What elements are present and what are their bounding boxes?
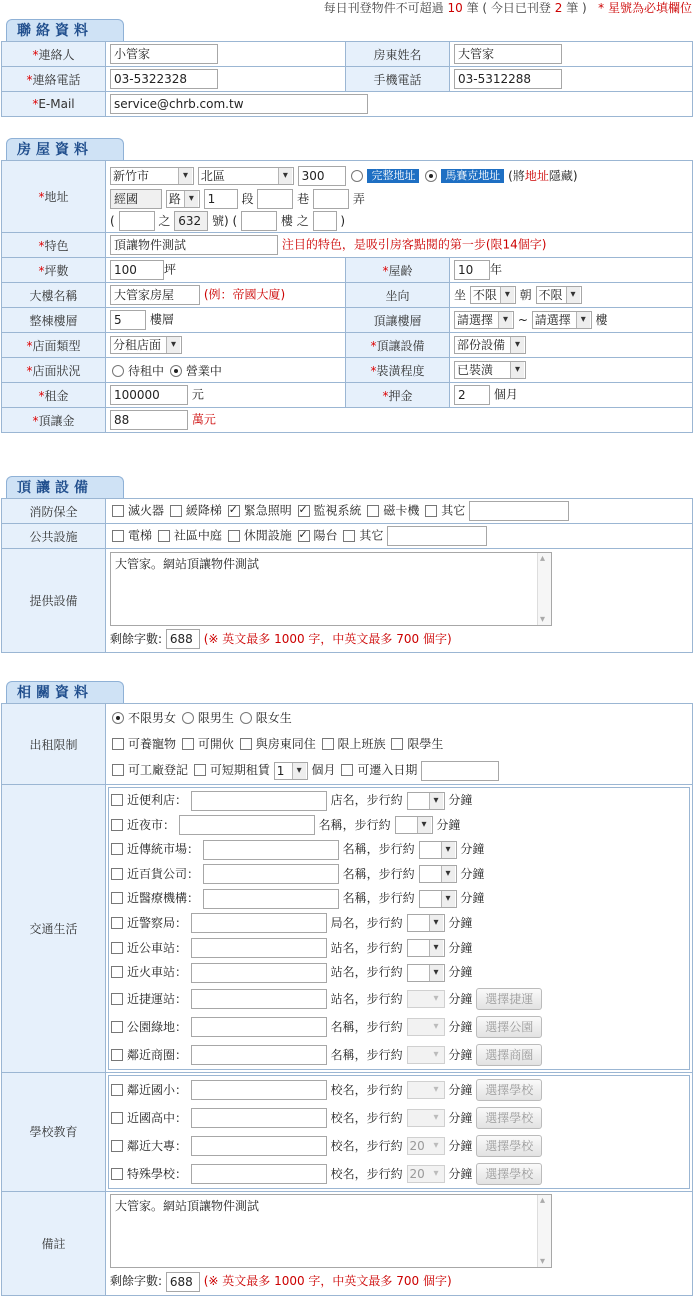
cooking-checkbox[interactable] xyxy=(182,738,194,750)
equip-select[interactable]: 部份設備 ▾ xyxy=(454,336,526,354)
school-item: 鄰近國小： 校名，步行約 ▾ 分鐘 選擇學校 xyxy=(109,1076,689,1104)
full-address-badge: 完整地址 xyxy=(367,169,419,183)
traffic-label: 交通生活 xyxy=(2,785,106,1073)
transfer-fee-input[interactable]: 88 xyxy=(110,410,188,430)
select-shopping-area-button[interactable]: 選擇商圈 xyxy=(476,1044,542,1066)
bus-checkbox[interactable] xyxy=(111,942,123,954)
gender-male-radio[interactable] xyxy=(182,712,194,724)
mobile-input[interactable]: 03-5312288 xyxy=(454,69,562,89)
traffic-item: 近醫療機構： 名稱，步行約 ▾ 分鐘 xyxy=(109,886,689,911)
select-park-button[interactable]: 選擇公園 xyxy=(476,1016,542,1038)
college-minutes-select[interactable]: 20 ▾ xyxy=(407,1137,445,1155)
department-store-minutes-select[interactable] xyxy=(419,865,457,883)
train-minutes-select[interactable] xyxy=(407,964,445,982)
transfer-fee-label: *頂讓金 xyxy=(2,408,106,433)
area-input[interactable]: 100 xyxy=(110,260,164,280)
traffic-item: 近百貨公司： 名稱，步行約 ▾ 分鐘 xyxy=(109,862,689,887)
park-minutes-select[interactable] xyxy=(407,1018,445,1036)
park-input[interactable] xyxy=(191,1017,327,1037)
school-item: 特殊學校： 校名，步行約 20 ▾ 分鐘 選擇學校 xyxy=(109,1160,689,1188)
transfer-floor-from-select[interactable]: 請選擇 ▾ xyxy=(454,311,514,329)
special-school-checkbox[interactable] xyxy=(111,1168,123,1180)
road-type-select[interactable]: 路 ▾ xyxy=(166,190,200,208)
provide-label: 提供設備 xyxy=(2,549,106,653)
feature-hint: 注目的特色，是吸引房客點閱的第一步(限14個字) xyxy=(281,237,547,252)
medical-minutes-select[interactable] xyxy=(419,890,457,908)
road-input[interactable]: 經國 xyxy=(110,189,162,209)
near-store-input[interactable] xyxy=(191,791,327,811)
public-other-checkbox[interactable] xyxy=(343,530,355,542)
police-minutes-select[interactable] xyxy=(407,914,445,932)
shop-type-select[interactable]: 分租店面 ▾ xyxy=(110,336,182,354)
mrt-minutes-select[interactable] xyxy=(407,990,445,1008)
bus-minutes-select[interactable] xyxy=(407,939,445,957)
status-rent-radio[interactable] xyxy=(112,365,124,377)
status-open-radio[interactable] xyxy=(170,365,182,377)
school-label: 學校教育 xyxy=(2,1072,106,1191)
address-label: *地址 xyxy=(2,161,106,233)
alley-input[interactable] xyxy=(313,189,349,209)
shopping-area-checkbox[interactable] xyxy=(111,1049,123,1061)
number-main-input[interactable] xyxy=(119,211,155,231)
night-market-minutes-select[interactable] xyxy=(395,816,433,834)
night-market-checkbox[interactable] xyxy=(111,819,123,831)
rent-label: *租金 xyxy=(2,383,106,408)
college-checkbox[interactable] xyxy=(111,1140,123,1152)
floor-input[interactable] xyxy=(241,211,277,231)
select-school-button[interactable]: 選擇學校 xyxy=(476,1163,542,1185)
transfer-floor-label: 頂讓樓層 xyxy=(346,308,450,333)
full-address-radio[interactable] xyxy=(351,170,363,182)
section-input[interactable]: 1 xyxy=(204,189,238,209)
mrt-checkbox[interactable] xyxy=(111,993,123,1005)
zip-input[interactable]: 300 xyxy=(298,166,346,186)
high-school-input[interactable] xyxy=(191,1108,327,1128)
house-table: *地址 新竹市 ▾ 北區 ▾ 300 完整地址 馬賽克地址 (將地址隱藏) 經國 路 ▾ 1 段 巷 弄 ( 之 632 號) ( 樓 之 ) *特色 頂讓物件測試 注目的特色，是吸引房客點閱的第一步(限14個字) *坪數 100 坪 *屋齡 10 年 大樓名稱 大管家房屋 (例：帝國大廈) 坐向 坐 不限 ▾ 朝 不限 ▾ 整棟樓層 5 樓層 頂讓樓層 請選擇 ▾ ~ 請選擇 ▾ 樓 *店面類型 分租店面 ▾ *頂讓設備 部份設備 ▾ *店面狀況 待租中 營業中 *裝潢程度 已裝潢 ▾ *租金 100000 元 *押金 2 個月 *頂讓金 88 萬元 xyxy=(1,160,693,433)
pets-checkbox[interactable] xyxy=(112,738,124,750)
equip-label: *頂讓設備 xyxy=(346,333,450,358)
traffic-item: 公園綠地： 名稱，步行約 ▾ 分鐘 選擇公園 xyxy=(109,1013,689,1041)
escape-slide-checkbox[interactable] xyxy=(170,505,182,517)
school-list xyxy=(108,1075,690,1189)
equipment-table: 消防保全 滅火器 緩降梯 ✓ 緊急照明 ✓ 監視系統 磁卡機 其它 公共設施 電梯 社區中庭 休閒設施 ✓ 陽台 其它 提供設備 大管家。網站頂讓物件測試 ▴ ▾ 剩餘字數: 688 (※ 英文最多 1000 字，中英文最多 700 個字) xyxy=(1,498,693,653)
landlord-label: 房東姓名 xyxy=(346,42,450,67)
contact-table xyxy=(1,41,693,117)
short-term-select[interactable]: 1 ▾ xyxy=(274,762,308,780)
night-market-input[interactable] xyxy=(179,815,315,835)
bus-input[interactable] xyxy=(191,938,327,958)
email-label: *E-Mail xyxy=(2,92,106,117)
fire-label: 消防保全 xyxy=(2,499,106,524)
move-in-checkbox[interactable] xyxy=(341,764,353,776)
shop-status-label: *店面狀況 xyxy=(2,358,106,383)
floors-input[interactable]: 5 xyxy=(110,310,146,330)
decor-select[interactable]: 已裝潢 ▾ xyxy=(454,361,526,379)
train-checkbox[interactable] xyxy=(111,966,123,978)
short-term-checkbox[interactable] xyxy=(194,764,206,776)
high-school-checkbox[interactable] xyxy=(111,1112,123,1124)
transfer-floor-to-select[interactable]: 請選擇 ▾ xyxy=(532,311,592,329)
provide-remain-count: 688 xyxy=(166,629,200,649)
deposit-input[interactable]: 2 xyxy=(454,385,490,405)
select-school-button[interactable]: 選擇學校 xyxy=(476,1107,542,1129)
public-label: 公共設施 xyxy=(2,524,106,549)
textarea-scrollbar[interactable] xyxy=(537,553,551,625)
floors-label: 整棟樓層 xyxy=(2,308,106,333)
related-table: 出租限制 不限男女 限男生 限女生 可養寵物 可開伙 與房東同住 限上班族 限學生 可工廠登記 可短期租賃 1 ▾ 個月 可遷入日期 交通生活 近便利店： 店名，步行約 ▾ 分鐘 近夜市： 名稱，步行約 ▾ 分鐘 近傳統市場： 名稱，步行約 ▾ 分鐘 近百貨公司： 名稱，步行約 ▾ 分鐘 近醫療機構： 名稱，步行約 ▾ 分鐘 近警察局： 局名，步行約 ▾ 分鐘 近公車站： 站名，步行約 ▾ 分鐘 近火車站： 站名，步行約 ▾ 分鐘 近捷運站： 站名，步行約 ▾ 分鐘 選擇捷運 公園綠地： 名稱，步行約 ▾ 分鐘 選擇公園 鄰近商圈： 名稱，步行約 ▾ 分鐘 選擇商圈 學校教育 鄰近國小： 校名，步行約 ▾ 分鐘 選擇學校 近國高中： 校名，步行約 ▾ 分鐘 選擇學校 鄰近大專： 校名，步行約 20 ▾ 分鐘 選擇學校 特殊學校： 校名，步行約 20 ▾ 分鐘 選擇學校 備註 大管家。網站頂讓物件測試 ▴ ▾ 剩餘字數: 688 (※ 英文最多 1000 字，中英文最多 700 個字) xyxy=(1,703,693,1296)
fire-other-checkbox[interactable] xyxy=(425,505,437,517)
traffic-list xyxy=(108,787,690,1070)
age-label: *屋齡 xyxy=(346,258,450,283)
feature-input[interactable]: 頂讓物件測試 xyxy=(110,235,278,255)
facing-label: 坐向 xyxy=(346,283,450,308)
traffic-item: 近公車站： 站名，步行約 ▾ 分鐘 xyxy=(109,936,689,961)
leisure-checkbox[interactable] xyxy=(228,530,240,542)
memo-label: 備註 xyxy=(2,1191,106,1295)
traffic-item: 近傳統市場： 名稱，步行約 ▾ 分鐘 xyxy=(109,837,689,862)
landlord-name-input[interactable]: 大管家 xyxy=(454,44,562,64)
mosaic-address-radio[interactable] xyxy=(425,170,437,182)
floor-sub-input[interactable] xyxy=(313,211,337,231)
students-only-checkbox[interactable] xyxy=(391,738,403,750)
section-title-related: 相關資料 xyxy=(6,681,124,703)
market-input[interactable] xyxy=(203,840,339,860)
textarea-scrollbar[interactable] xyxy=(537,1195,551,1267)
with-landlord-checkbox[interactable] xyxy=(240,738,252,750)
select-school-button[interactable]: 選擇學校 xyxy=(476,1079,542,1101)
mobile-label: 手機電話 xyxy=(346,67,450,92)
shopping-area-minutes-select[interactable] xyxy=(407,1046,445,1064)
fire-extinguisher-checkbox[interactable] xyxy=(112,505,124,517)
section-title-equipment: 頂讓設備 xyxy=(6,476,124,498)
school-item: 近國高中： 校名，步行約 ▾ 分鐘 選擇學校 xyxy=(109,1104,689,1132)
feature-label: *特色 xyxy=(2,233,106,258)
special-school-input[interactable] xyxy=(191,1164,327,1184)
elementary-minutes-select[interactable] xyxy=(407,1081,445,1099)
gender-any-radio[interactable] xyxy=(112,712,124,724)
restrict-label: 出租限制 xyxy=(2,704,106,785)
select-school-button[interactable]: 選擇學校 xyxy=(476,1135,542,1157)
contact-name-input[interactable]: 小管家 xyxy=(110,44,218,64)
cctv-checkbox[interactable] xyxy=(298,505,310,517)
college-input[interactable] xyxy=(191,1136,327,1156)
factory-checkbox[interactable] xyxy=(112,764,124,776)
elevator-checkbox[interactable] xyxy=(112,530,124,542)
section-title-house: 房屋資料 xyxy=(6,138,124,160)
department-store-checkbox[interactable] xyxy=(111,868,123,880)
emergency-light-checkbox[interactable] xyxy=(228,505,240,517)
traffic-item: 近夜市： 名稱，步行約 ▾ 分鐘 xyxy=(109,813,689,838)
traffic-item: 近火車站： 站名，步行約 ▾ 分鐘 xyxy=(109,960,689,985)
memo-textarea[interactable]: 大管家。網站頂讓物件測試 ▴ ▾ xyxy=(110,1194,552,1268)
face-select[interactable]: 不限 ▾ xyxy=(536,286,582,304)
train-input[interactable] xyxy=(191,963,327,983)
rent-input[interactable]: 100000 xyxy=(110,385,188,405)
posting-limit-note: 每日刊登物件不可超過 10 筆 ( 今日已刊登 2 筆 ) * 星號為必填欄位 xyxy=(323,1,692,15)
traffic-item: 近便利店： 店名，步行約 ▾ 分鐘 xyxy=(109,788,689,813)
move-in-date-input[interactable] xyxy=(421,761,499,781)
gender-female-radio[interactable] xyxy=(240,712,252,724)
special-school-minutes-select[interactable]: 20 ▾ xyxy=(407,1165,445,1183)
decor-label: *裝潢程度 xyxy=(346,358,450,383)
elementary-checkbox[interactable] xyxy=(111,1084,123,1096)
building-input[interactable]: 大管家房屋 xyxy=(110,285,200,305)
phone-input[interactable]: 03-5322328 xyxy=(110,69,218,89)
fire-other-input[interactable] xyxy=(469,501,569,521)
elementary-input[interactable] xyxy=(191,1080,327,1100)
mosaic-address-badge: 馬賽克地址 xyxy=(441,169,504,183)
email-input[interactable]: service@chrb.com.tw xyxy=(110,94,368,114)
max-count: 10 xyxy=(447,1,463,15)
market-checkbox[interactable] xyxy=(111,843,123,855)
traffic-item: 近捷運站： 站名，步行約 ▾ 分鐘 選擇捷運 xyxy=(109,985,689,1013)
shopping-area-input[interactable] xyxy=(191,1045,327,1065)
department-store-input[interactable] xyxy=(203,864,339,884)
deposit-label: *押金 xyxy=(346,383,450,408)
park-checkbox[interactable] xyxy=(111,1021,123,1033)
school-item: 鄰近大專： 校名，步行約 20 ▾ 分鐘 選擇學校 xyxy=(109,1132,689,1160)
workers-only-checkbox[interactable] xyxy=(322,738,334,750)
lane-input[interactable] xyxy=(257,189,293,209)
provide-textarea[interactable]: 大管家。網站頂讓物件測試 ▴ ▾ xyxy=(110,552,552,626)
city-select[interactable]: 新竹市 ▾ xyxy=(110,167,194,185)
district-select[interactable]: 北區 ▾ xyxy=(198,167,294,185)
select-mrt-button[interactable]: 選擇捷運 xyxy=(476,988,542,1010)
age-input[interactable]: 10 xyxy=(454,260,490,280)
high-school-minutes-select[interactable] xyxy=(407,1109,445,1127)
traffic-item: 近警察局： 局名，步行約 ▾ 分鐘 xyxy=(109,911,689,936)
contact-label: *連絡人 xyxy=(2,42,106,67)
balcony-checkbox[interactable] xyxy=(298,530,310,542)
courtyard-checkbox[interactable] xyxy=(158,530,170,542)
near-store-minutes-select[interactable] xyxy=(407,792,445,810)
area-label: *坪數 xyxy=(2,258,106,283)
shop-type-label: *店面類型 xyxy=(2,333,106,358)
medical-input[interactable] xyxy=(203,889,339,909)
phone-label: *連絡電話 xyxy=(2,67,106,92)
near-store-checkbox[interactable] xyxy=(111,794,123,806)
sit-select[interactable]: 不限 ▾ xyxy=(470,286,516,304)
memo-remain-count: 688 xyxy=(166,1272,200,1292)
medical-checkbox[interactable] xyxy=(111,892,123,904)
police-input[interactable] xyxy=(191,913,327,933)
required-note: * 星號為必填欄位 xyxy=(598,1,692,15)
number-input[interactable]: 632 xyxy=(174,211,208,231)
section-title-contact: 聯絡資料 xyxy=(6,19,124,41)
card-reader-checkbox[interactable] xyxy=(367,505,379,517)
today-count: 2 xyxy=(554,1,563,15)
market-minutes-select[interactable] xyxy=(419,841,457,859)
traffic-item: 鄰近商圈： 名稱，步行約 ▾ 分鐘 選擇商圈 xyxy=(109,1041,689,1069)
mrt-input[interactable] xyxy=(191,989,327,1009)
public-other-input[interactable] xyxy=(387,526,487,546)
police-checkbox[interactable] xyxy=(111,917,123,929)
building-label: 大樓名稱 xyxy=(2,283,106,308)
